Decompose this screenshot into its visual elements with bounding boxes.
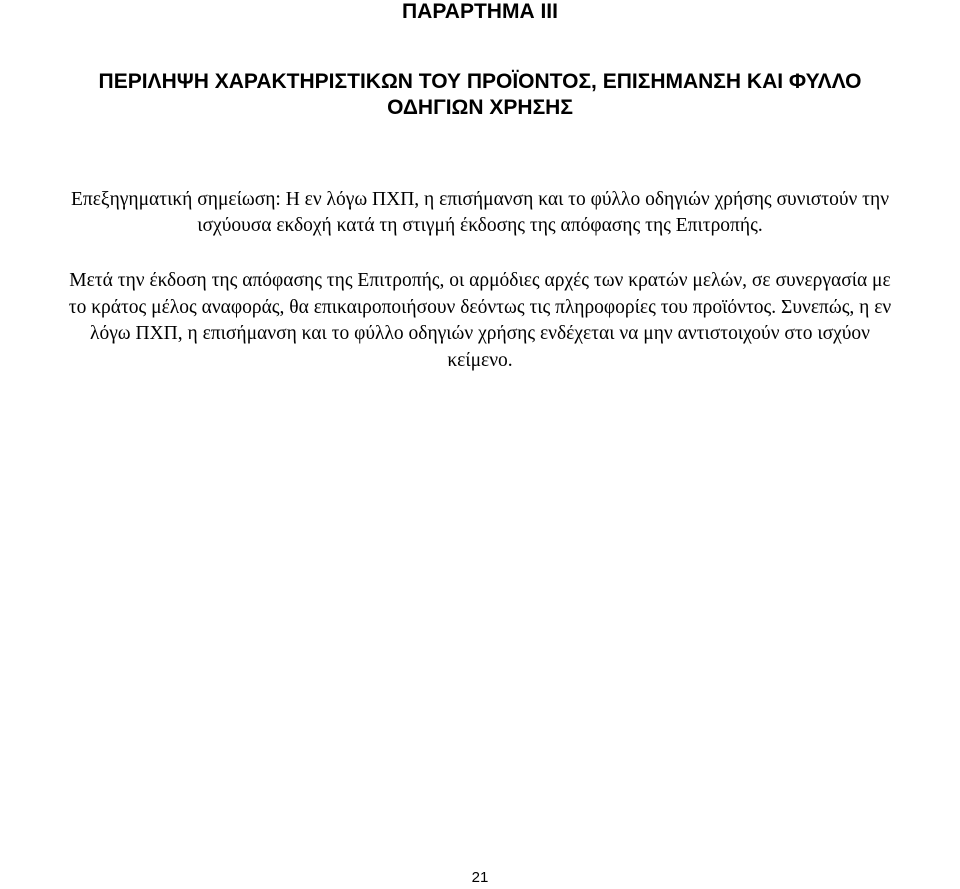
page-number: 21 [471, 869, 489, 886]
update-paragraph-line: Μετά την έκδοση της απόφασης της Επιτροπής, οι αρμόδιες αρχές των κρατών μελών, σε συνεργασία με [69, 270, 891, 291]
update-paragraph-line: κείμενο. [447, 349, 513, 371]
annex-title: ΠΑΡΑΡΤΗΜΑ ΙΙΙ [402, 0, 558, 23]
explanatory-note [0, 187, 960, 239]
document-title-line: ΟΔΗΓΙΩΝ ΧΡΗΣΗΣ [387, 96, 573, 119]
explanatory-note-line: ισχύουσα εκδοχή κατά τη στιγμή έκδοσης της απόφασης της Επιτροπής. [197, 215, 763, 236]
document-title-line: ΠΕΡΙΛΗΨΗ ΧΑΡΑΚΤΗΡΙΣΤΙΚΩΝ ΤΟΥ ΠΡΟΪΟΝΤΟΣ, ΕΠΙΣΗΜΑΝΣΗ ΚΑΙ ΦΥΛΛΟ [98, 70, 862, 93]
update-paragraph-line: λόγω ΠΧΠ, η επισήμανση και το φύλλο οδηγιών χρήσης ενδέχεται να μην αντιστοιχούν στο ισχύον [89, 323, 871, 344]
document-title [0, 69, 960, 121]
update-paragraph-line: το κράτος μέλος αναφοράς, θα επικαιροποιήσουν δεόντως τις πληροφορίες του προϊόντος. Συνεπώς, η εν [68, 296, 892, 318]
explanatory-note-line: Επεξηγηματική σημείωση: Η εν λόγω ΠΧΠ, η επισήμανση και το φύλλο οδηγιών χρήσης συνιστούν την [70, 189, 890, 210]
update-paragraph [0, 268, 960, 374]
